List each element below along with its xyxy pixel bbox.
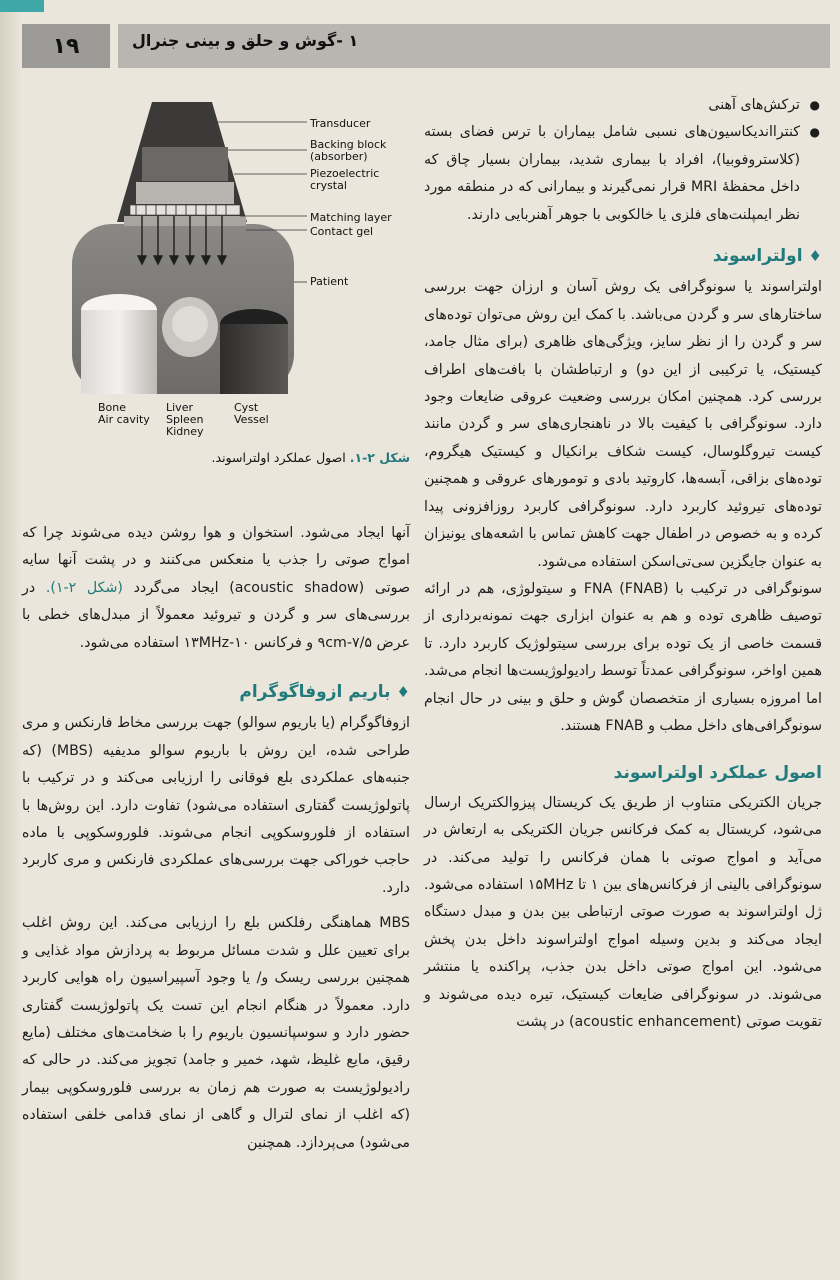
bullet-item: ● ترکش‌های آهنی [424, 92, 822, 119]
figure-reference: (شکل ۲-۱). [45, 579, 123, 596]
label-transducer: Transducer [310, 117, 371, 130]
corner-tab [0, 0, 44, 12]
label-contact-gel: Contact gel [310, 225, 374, 238]
figure-caption-text: اصول عملکرد اولتراسوند. [211, 450, 346, 465]
label-matching-layer: Matching layer [310, 211, 392, 224]
chapter-title: ۱ -گوش و حلق و بینی جنرال [132, 31, 359, 50]
label-patient: Patient [310, 275, 349, 288]
left-column [22, 520, 410, 1157]
label-kidney: Kidney [166, 425, 204, 438]
paragraph: سونوگرافی در ترکیب با FNA (FNAB) و سیتولوژی، هم در ارائه توصیف ظاهری توده و هم به عنوان ابزاری جهت نمونه‌برداری از قسمت خاصی از یک توده برای بررسی سیتولوژیک کاربرد دارد. تا همین اواخر، سونوگرافی عمدتاً توسط رادیولوژیست‌ها انجام می‌شد. اما امروزه بسیاری از متخصصان گوش و حلق و بینی در حال انجام سونوگرافی‌های داخل مطب و FNAB هستند. [424, 580, 822, 734]
piezo-crystal [136, 182, 234, 204]
label-piezoelectric: Piezoelectric [310, 167, 380, 180]
paragraph: اولتراسوند یا سونوگرافی یک روش آسان و ارزان جهت بررسی ساختارهای سر و گردن می‌باشد. با کمک این روش می‌توان توده‌های سر و گردن را از نظر سایز، ویژگی‌های ظاهری (برای مثال جامد، کیستیک، یا ترکیبی از این دو) و ارتباطشان با بافت‌های اطراف بررسی کرد. همچنین امکان بررسی وضعیت عروقی ضایعات وجود دارد. سونوگرافی با کیفیت بالا در ناهنجاری‌های سر و گردن مانند کیست تیروگلوسال، کیست شکاف برانکیال و کیستیک هیگروم، توده‌های بزاقی، آبسه‌ها، کاروتید بادی و تومورهای عروقی و همچنین توده‌های تیروئید کاربرد دارد. سونوگرافی کاربرد روزافزونی پیدا کرده و به خصوص در اطفال جهت کاهش تماس با اشعه‌های یونیزان به عنوان جایگزین سی‌تی‌اسکن استفاده می‌شود. [424, 279, 822, 570]
page-edge [0, 0, 22, 1280]
backing-block [142, 147, 228, 181]
diamond-icon: ♦ [396, 683, 410, 702]
page-header [22, 18, 830, 74]
paragraph: ازوفاگوگرام (یا باریوم سوالو) جهت بررسی مخاط فارنکس و مری طراحی شده، این روش با باریوم سوالو مدیفیه (MBS) (که جنبه‌های عملکردی بلع فوقانی را ارزیابی می‌کند و در ترکیب با پاتولوژیست گفتاری استفاده می‌شود) تفاوت دارد. این روش‌ها با استفاده از فلوروسکوپی انجام می‌شوند. فلوروسکوپی با ماده حاجب خوراکی جهت بررسی‌های عملکردی فارنکس و مری کاربرد دارد. [22, 715, 410, 896]
section-heading-barium: ♦باریم ازوفاگوگرام [239, 682, 410, 703]
bullet-item: ● کنترااندیکاسیون‌های نسبی شامل بیماران با ترس فضای بسته (کلاستروفوبیا)، افراد با بیماری شدید، بیماران بسیار چاق که داخل محفظهٔ MRI قرار نمی‌گیرند و بیمارانی که در منطقه مورد نظر ایمپلنت‌های فلزی یا خالکوبی با جوهر آهنربایی دارند. [424, 119, 822, 229]
figure-caption-number: شکل ۲-۱. [349, 450, 410, 465]
label-absorber: (absorber) [310, 150, 368, 163]
paragraph: جریان الکتریکی متناوب از طریق یک کریستال پیزوالکتریک ارسال می‌شود، کریستال به کمک فرکانس جریان الکتریکی به ارتعاش در می‌آید و امواج صوتی با همان فرکانس را تولید می‌کند. در سونوگرافی بالینی از فرکانس‌های بین ۱ تا ۱۵MHz استفاده می‌شود. ژل اولتراسوند به صورت صوتی ارتباطی بین بدن و مبدل دستگاه ایجاد می‌کند و بدین وسیله امواج اولتراسوند داخل بدن پخش می‌شود. این امواج صوتی داخل بدن جذب، پراکنده یا منتشر می‌شوند. در سونوگرافی ضایعات کیستیک، تیره دیده می‌شوند و تقویت صوتی (acoustic enhancement) در پشت [423, 794, 822, 1030]
label-backing-block: Backing block [310, 138, 387, 151]
bone-cylinder [81, 310, 157, 394]
label-liver: Liver [166, 401, 193, 414]
label-crystal: crystal [310, 179, 347, 192]
ultrasound-figure [62, 92, 402, 442]
bullet-list [424, 92, 822, 229]
section-heading-principles: اصول عملکرد اولتراسوند [613, 763, 822, 784]
page-number: ۱۹ [22, 24, 110, 68]
right-column [424, 92, 822, 1036]
figure-caption [150, 450, 410, 465]
diamond-icon: ♦ [808, 247, 822, 266]
label-spleen: Spleen [166, 413, 204, 426]
cyst-cylinder [220, 324, 288, 394]
label-bone: Bone [98, 401, 127, 414]
section-heading-ultrasound: ♦اولتراسوند [712, 246, 822, 267]
paragraph: MBS هماهنگی رفلکس بلع را ارزیابی می‌کند. این روش اغلب برای تعیین علل و شدت مسائل مربوط به پردازش مواد غذایی و همچنین بررسی ریسک و/ یا وجود آسپیراسیون راه هوایی کاربرد دارد. معمولاً در هنگام انجام این تست یک پاتولوژیست گفتاری حضور دارد و سوسپانسیون باریوم را با ضخامت‌های مختلف (مایع رقیق، مایع غلیظ، شهد، خمیر و جامد) تجویز می‌کند. در حالی که رادیولوژیست به صورت هم زمان به بررسی فلوروسکوپی بیمار (که اغلب از نمای لترال و گاهی از نمای قدامی خلفی استفاده می‌شود) می‌پردازد. همچنین [22, 915, 410, 1151]
paragraph: آنها ایجاد می‌شود. استخوان و هوا روشن دیده می‌شوند چرا که امواج صوتی را جذب یا منعکس می‌کنند و در پشت آنها سایه صوتی (acoustic shadow) ایجاد می‌گردد (شکل ۲-۱). در بررسی‌های سر و گردن و تیروئید معمولاً از مبدل‌های خطی با عرض ۷/۵-۹cm و فرکانس ۱۰-۱۳MHz استفاده می‌شود. [22, 525, 410, 651]
label-vessel: Vessel [234, 413, 269, 426]
label-cyst: Cyst [234, 401, 259, 414]
label-air-cavity: Air cavity [98, 413, 150, 426]
